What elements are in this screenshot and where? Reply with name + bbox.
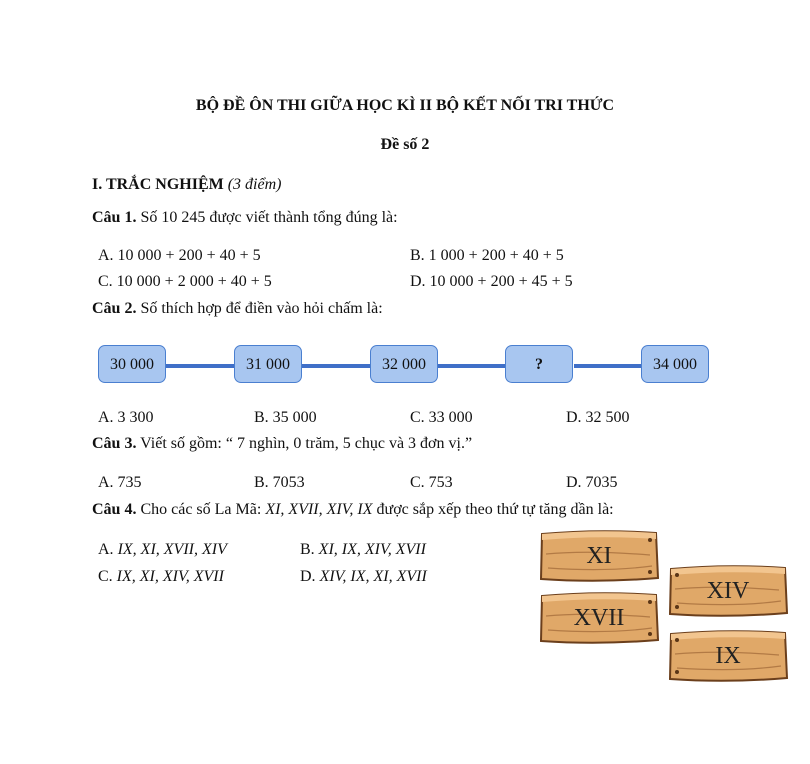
question-2-text: Số thích hợp để điền vào hỏi chấm là: [140, 300, 383, 317]
number-line-segment [438, 364, 508, 368]
wood-plank-xi [538, 528, 660, 584]
wood-plank-ix [667, 628, 789, 684]
q4-option-c-value: IX, XI, XIV, XVII [116, 568, 224, 585]
question-4-numerals: XI, XVII, XIV, IX [265, 501, 373, 518]
q4-option-c[interactable] [98, 568, 224, 586]
plank-label: XVII [573, 604, 625, 631]
q4-option-d-label: D. [300, 568, 316, 585]
q4-option-d-value: XIV, IX, XI, XVII [319, 568, 427, 585]
wood-plank-xiv [667, 563, 789, 619]
q4-option-a-value: IX, XI, XVII, XIV [117, 541, 227, 558]
section-label: I. TRẮC NGHIỆM [92, 176, 224, 193]
question-1-label: Câu 1. [92, 209, 137, 226]
plank-label: XIV [706, 577, 750, 604]
question-1-text: Số 10 245 được viết thành tổng đúng là: [140, 209, 398, 226]
number-box-unknown: ? [505, 345, 573, 383]
q4-option-b-value: XI, IX, XIV, XVII [318, 541, 426, 558]
page-title: BỘ ĐỀ ÔN THI GIỮA HỌC KÌ II BỘ KẾT NỐI TRI THỨC [195, 97, 615, 114]
number-box-5: 34 000 [641, 345, 709, 383]
question-4-text-post: được sắp xếp theo thứ tự tăng dần là: [376, 501, 614, 518]
q2-option-d[interactable]: D. 32 500 [566, 409, 630, 426]
q4-option-b[interactable] [300, 541, 426, 559]
number-line-segment [574, 364, 644, 368]
q1-option-a[interactable]: A. 10 000 + 200 + 40 + 5 [98, 247, 261, 264]
question-2 [92, 300, 383, 318]
plank-label: IX [715, 642, 741, 669]
q3-option-d[interactable]: D. 7035 [566, 474, 618, 491]
q1-option-b[interactable]: B. 1 000 + 200 + 40 + 5 [410, 247, 564, 264]
number-line-segment [166, 364, 236, 368]
number-box-1: 30 000 [98, 345, 166, 383]
q1-option-d[interactable]: D. 10 000 + 200 + 45 + 5 [410, 273, 573, 290]
q4-option-d[interactable] [300, 568, 427, 586]
question-1 [92, 209, 398, 227]
question-4 [92, 501, 614, 519]
q4-option-b-label: B. [300, 541, 315, 558]
section-heading [92, 176, 281, 194]
question-2-label: Câu 2. [92, 300, 137, 317]
q3-option-a[interactable]: A. 735 [98, 474, 142, 491]
q2-option-c[interactable]: C. 33 000 [410, 409, 473, 426]
q1-option-c[interactable]: C. 10 000 + 2 000 + 40 + 5 [98, 273, 272, 290]
question-3-label: Câu 3. [92, 435, 137, 452]
number-box-3: 32 000 [370, 345, 438, 383]
q3-option-b[interactable]: B. 7053 [254, 474, 305, 491]
section-points: (3 điểm) [227, 176, 282, 193]
q3-option-c[interactable]: C. 753 [410, 474, 453, 491]
question-4-text-pre: Cho các số La Mã: [140, 501, 262, 518]
plank-label: XI [586, 542, 612, 569]
q2-option-b[interactable]: B. 35 000 [254, 409, 317, 426]
question-3-text: Viết số gồm: “ 7 nghìn, 0 trăm, 5 chục và 3 đơn vị.” [140, 435, 473, 452]
number-line-segment [302, 364, 372, 368]
q4-option-a-label: A. [98, 541, 114, 558]
question-4-label: Câu 4. [92, 501, 137, 518]
question-3 [92, 435, 472, 453]
q4-option-c-label: C. [98, 568, 113, 585]
wood-plank-xvii [538, 590, 660, 646]
number-box-2: 31 000 [234, 345, 302, 383]
q4-option-a[interactable] [98, 541, 227, 559]
page-subtitle: Đề số 2 [380, 136, 430, 153]
q2-option-a[interactable]: A. 3 300 [98, 409, 154, 426]
